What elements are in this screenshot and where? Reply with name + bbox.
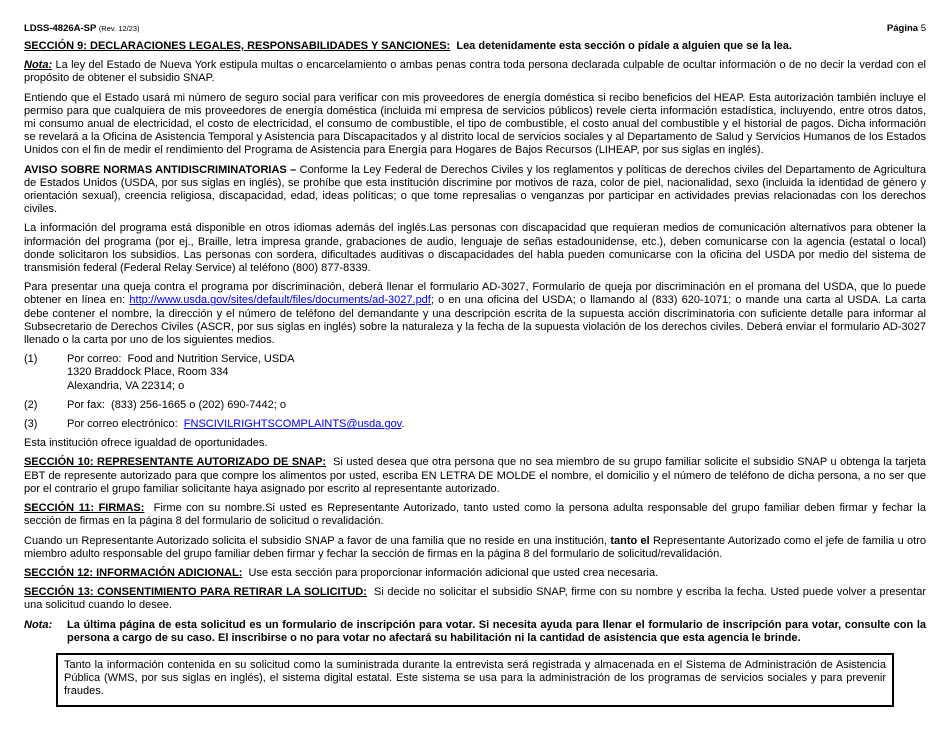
section-12-title: SECCIÓN 12: INFORMACIÓN ADICIONAL: xyxy=(24,566,243,579)
queja-paragraph: Para presentar una queja contra el programa por discriminación, deberá llenar el formulario AD-3027, Formulario de queja por discriminación en el promana del USDA, que lo puede obtener en línea en: http://www.usda.gov/sites/default/files/documents/ad-3027.pdf; o en una oficina del USDA; o llamando al (833) 620-1071; o mande una carta al USDA. La carta debe contener el nombre, la dirección y el número de teléfono del demandante y una descripción escrita de la supuesta acción discriminatoria con suficiente detalle para informar al Subsecretario de Derechos Civiles (ASCR, por sus siglas en inglés) sobre la naturaleza y la fecha de la supuesta violación de los derechos civiles. Deberá enviar el formulario AD-3027 llenado o la carta por uno de los siguientes medios. xyxy=(24,281,926,347)
section-9-nota: Nota: La ley del Estado de Nueva York estipula multas o encarcelamiento o ambas penas contra toda persona declarada culpable de ocultar información o de no decir la verdad con el propósito de obtener el subsidio SNAP. xyxy=(24,59,927,85)
section-9-heading xyxy=(24,40,926,53)
final-note xyxy=(24,619,926,645)
wms-notice-box xyxy=(56,653,894,707)
section-12: SECCIÓN 12: INFORMACIÓN ADICIONAL: Use esta sección para proporcionar información adicional que usted crea necesaria. xyxy=(24,566,659,579)
section-13-title: SECCIÓN 13: CONSENTIMIENTO PARA RETIRAR LA SOLICITUD: xyxy=(24,586,367,599)
contact-item-fax: (2) Por fax: (833) 256-1665 o (202) 690-7442; o xyxy=(24,398,286,411)
idiomas-paragraph: La información del programa está disponible en otros idiomas además del inglés.Las personas con discapacidad que requieran medios de comunicación alternativos para obtener la información del programa (por ej., Braille, letra impresa grande, grabaciones de audio, lenguaje de señas estadounidense, etc.), deben comunicarse con la agencia (estatal o local) donde solicitaron los subsidios. Las personas con sordera, dificultades auditivas o discapacidades del habla pueden comunicarse con la oficina del USDA por medio del sistema de transmisión federal (Federal Relay Service) al teléfono (800) 877-8339. xyxy=(24,222,926,275)
aviso-title: AVISO SOBRE NORMAS ANTIDISCRIMINATORIAS – xyxy=(24,163,297,176)
page-number: 5 xyxy=(920,23,926,34)
section-10-title: SECCIÓN 10: REPRESENTANTE AUTORIZADO DE SNAP: xyxy=(24,456,327,469)
final-note-text: La última página de esta solicitud es un formulario de inscripción para votar. Si necesita ayuda para llenar el formulario de inscripción para votar, consulte con la persona a cargo de su caso. El inscribirse o no para votar no afectará su habilitación ni la cantidad de asistencia que esta agencia le brinde. xyxy=(67,618,926,644)
nota-label: Nota: xyxy=(24,59,53,72)
complaints-email-link[interactable]: FNSCIVILRIGHTSCOMPLAINTS@usda.gov xyxy=(183,418,402,431)
section-11: SECCIÓN 11: FIRMAS: Firme con su nombre.Si usted es Representante Autorizado, tanto usted como la persona adulta responsable del grupo familiar deben firmar y fechar la sección de firmas en la página 8 del formulario de solicitud o revalidación. xyxy=(24,502,926,528)
aviso-paragraph: AVISO SOBRE NORMAS ANTIDISCRIMINATORIAS – Conforme la Ley Federal de Derechos Civiles y los reglamentos y políticas de derechos civiles del Departamento de Agricultura de Estados Unidos (USDA, por sus siglas en inglés), se prohíbe que esta institución discrimine por motivos de raza, color de piel, nacionalidad, sexo (incluida la identidad de género y orientación sexual), creencia religiosa, discapacidad, edad, ideas políticas; o que tome represalias o venganzas por participar en actividades previas relacionadas con los derechos civiles. xyxy=(24,163,926,216)
page-header xyxy=(24,22,926,40)
igualdad-statement: Esta institución ofrece igualdad de oportunidades. xyxy=(24,437,268,450)
heap-paragraph: Entiendo que el Estado usará mi número de seguro social para verificar con mis proveedores de energía doméstica si recibo beneficios del HEAP. Esta autorización también incluye el permiso para que cualquiera de mis proveedores de energía doméstica (incluida mi empresa de servicios públicos) revele cierta información estadística, incluyendo, entre otros datos, mi consumo anual de electricidad, el costo de electricidad, el consumo de combustible, el tipo de combustible, el costo anual del combustible y el historial de pagos. Dicha información se revelará a la Oficina de Asistencia Temporal y Asistencia para Discapacitados y al distrito local de servicios sociales y al Departamento de Salud y Servicios Humanos de los Estados Unidos con el fin de medir el rendimiento del Programa de Asistencia para Energía para Hogares de Bajos Recursos (LIHEAP, por sus siglas en inglés). xyxy=(24,91,926,157)
wms-notice-text: Tanto la información contenida en su solicitud como la suministrada durante la entrevista será registrada y almacenada en el Sistema de Administración de Asistencia Pública (WMS, por sus siglas en inglés), el sistema digital estatal. Este sistema se usa para la administración de los programas de servicios sociales y para prevenir fraudes. xyxy=(64,658,886,698)
final-note-label: Nota: xyxy=(24,618,53,631)
contact-item-mail: (1) Por correo: Food and Nutrition Service, USDA 1320 Braddock Place, Room 334 Alexandria, VA 22314; o xyxy=(24,353,295,392)
page-indicator: Página 5 xyxy=(886,23,926,34)
contact-item-email: (3) Por correo electrónico: FNSCIVILRIGHTSCOMPLAINTS@usda.gov. xyxy=(24,418,405,431)
ad-3027-link[interactable]: http://www.usda.gov/sites/default/files/documents/ad-3027.pdf xyxy=(129,294,431,307)
section-9-subtitle: Lea detenidamente esta sección o pídale a alguien que se la lea. xyxy=(456,40,792,52)
section-9-title: SECCIÓN 9: DECLARACIONES LEGALES, RESPONSABILIDADES Y SANCIONES: xyxy=(24,40,451,52)
section-10: SECCIÓN 10: REPRESENTANTE AUTORIZADO DE SNAP: Si usted desea que otra persona que no sea miembro de su grupo familiar solicite el subsidio SNAP u obtenga la tarjeta EBT de represente autorizado para que compre los alimentos por usted, escriba EN LETRA DE MOLDE el nombre, el domicilio y el número de teléfono de dicha persona, a no ser que por el contrario el grupo familiar solicitante haya asignado por escrito al representante autorizado. xyxy=(24,456,926,495)
mail-address: Por correo: Food and Nutrition Service, USDA 1320 Braddock Place, Room 334 Alexandria, VA 22314; o xyxy=(67,353,295,392)
section-11-representative: Cuando un Representante Autorizado solicita el subsidio SNAP a favor de una familia que no reside en una institución, tanto el Representante Autorizado como el jefe de familia u otro miembro adulto responsable del grupo familiar deben firmar y fechar la sección de firmas en la página 8 del formulario de solicitud/revalidación. xyxy=(24,534,926,560)
form-id: LDSS-4826A-SP (Rev. 12/23) xyxy=(24,23,140,34)
section-11-title: SECCIÓN 11: FIRMAS: xyxy=(24,502,145,515)
form-revision: (Rev. 12/23) xyxy=(98,24,140,33)
section-13: SECCIÓN 13: CONSENTIMIENTO PARA RETIRAR LA SOLICITUD: Si decide no solicitar el subsidio SNAP, firme con su nombre y escriba la fecha. Usted puede volver a presentar una solicitud cuando lo desee. xyxy=(24,586,926,612)
